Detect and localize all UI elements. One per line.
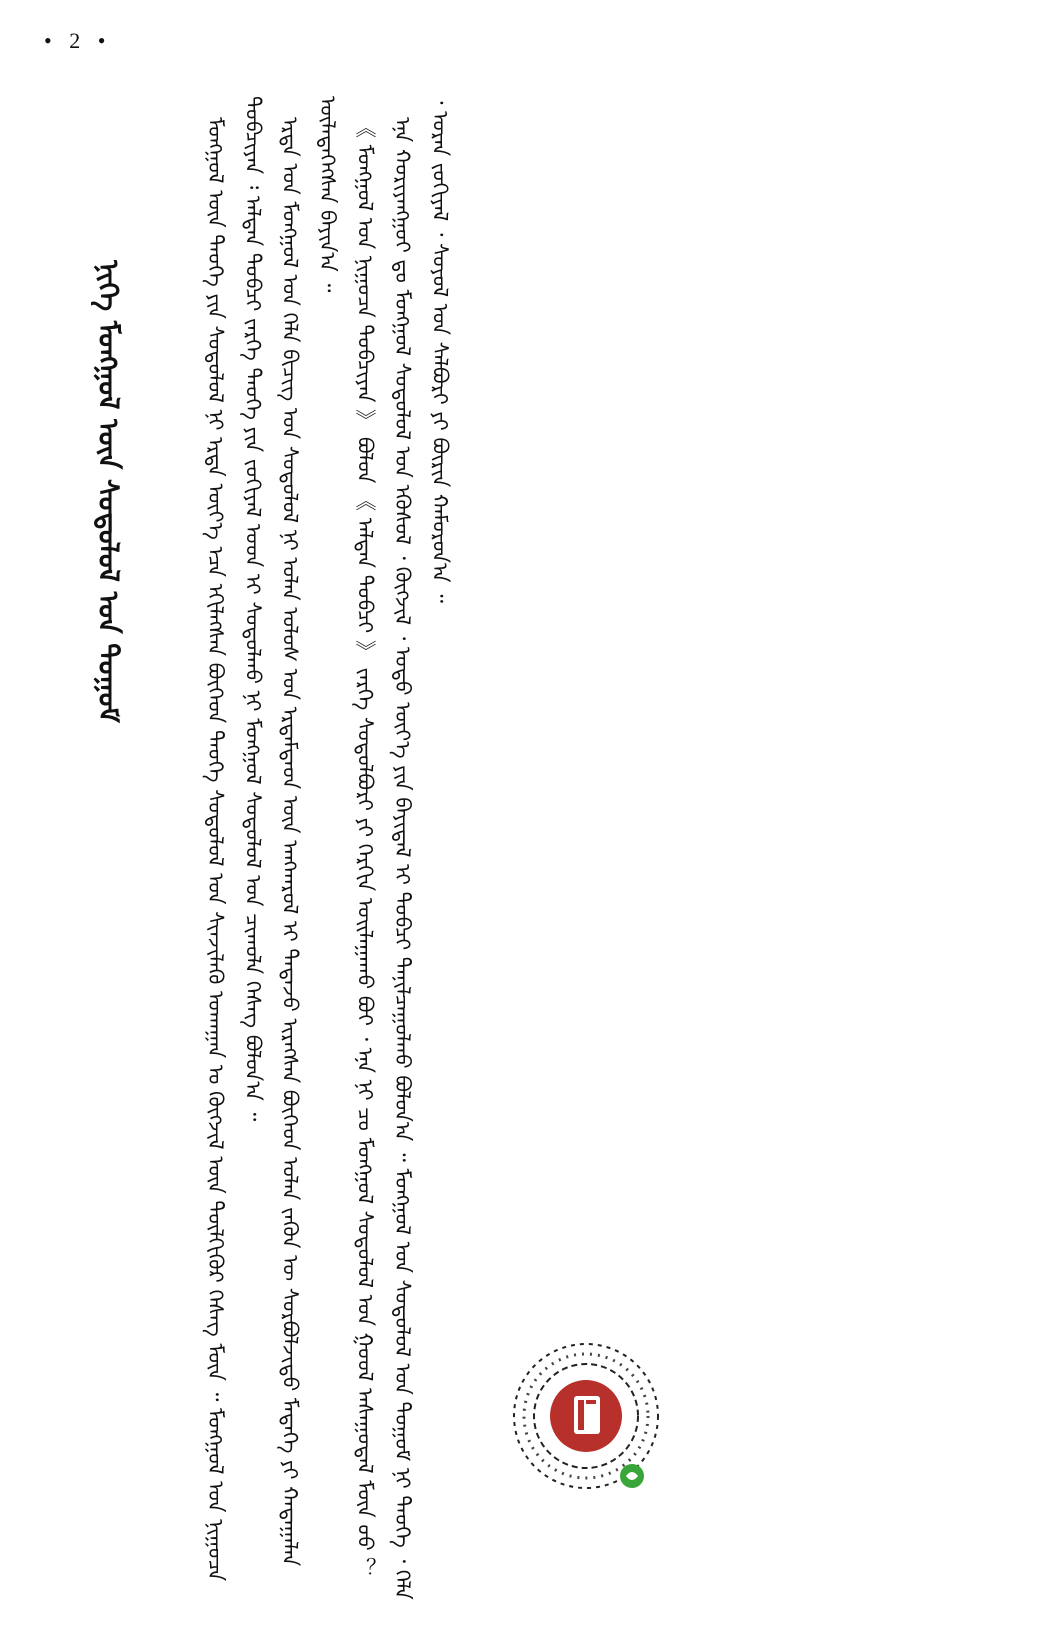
paragraph: ᠡᠨᠡ ᠬᠤᠷᠢᠶᠠᠩᠭᠤᠢ ᠳᠤ ᠮᠣᠩᠭᠣᠯ ᠰᠤᠳᠤᠯᠤᠯ ᠤᠨ ᠡᠭᠦᠰᠦᠯ ᠂ ᠬᠥᠭᠵᠢᠯ ᠂ ᠣᠳᠣ ᠦᠶ᠎ᠡ ᠶᠢᠨ ᠪᠠᠶᠢᠳᠠᠯ ᠢ ᠲᠣᠪᠴᠢ ᠲᠠᠨᠢᠯᠴᠠᠭᠤᠯᠬᠤ ᠪᠣᠯᠤᠨ᠎ᠠ ᠃ ᠮᠣᠩᠭᠣᠯ ᠤᠨ ᠰᠤᠳᠤᠯᠤᠯ ᠤᠨ ᠲᠣᠭᠣᠮ ᠨᠢ ᠲᠡᠦᠬᠡ ᠂ ᠬᠡᠯᠡ ᠂ ᠤᠷᠠᠨ ᠵᠣᠬᠢᠶᠠᠯ ᠂ ᠰᠤᠶᠤᠯ ᠤᠨ ᠰᠠᠯᠪᠤᠷᠢ ᠶᠢ ᠪᠦᠷᠢᠨ ᠬᠠᠮᠤᠷᠤᠨ᠎ᠠ ᠃ [390,96,452,1600]
paragraph: 《 ᠮᠣᠩᠭᠣᠯ ᠤᠨ ᠨᠢᠭᠤᠴᠠ ᠲᠣᠪᠴᠢᠶᠠᠨ 》 ᠪᠣᠯᠤᠨ 《 ᠠᠯᠲᠠᠨ ᠲᠣᠪᠴᠢ 》 ᠵᠡᠷᠭᠡ ᠰᠤᠳᠤᠯᠪᠤᠷᠢ ᠶᠢ ᠬᠡᠷᠬᠢᠨ ᠣᠢᠯᠠᠭᠠᠬᠤ ᠪᠤᠢ ᠂ ᠡᠨᠡ ᠨᠢ ᠴᠤ ᠮᠣᠩᠭᠣᠯ ᠰᠤᠳᠤᠯᠤᠯ ᠤᠨ ᠭᠣᠣᠯ ᠠᠰᠠᠭᠤᠳᠠᠯ ᠮᠥᠨ ᠦᠦ ？ [353,117,378,1579]
qr-code-icon[interactable] [506,1336,666,1496]
chapter-title: ᠨᠢᠭᠡ ᠮᠣᠩᠭᠣᠯ ᠦᠨ ᠰᠤᠳᠤᠯᠤᠯ ᠤᠨ ᠲᠣᠭᠣᠮ [92,260,125,723]
paragraph: ᠮᠣᠩᠭᠣᠯ ᠦᠨ ᠲᠡᠦᠬᠡ ᠶᠢᠨ ᠰᠤᠳᠤᠯᠤᠯ ᠨᠢ ᠡᠷᠲᠡ ᠦᠶ᠎ᠡ ᠡᠴᠡ ᠡᠬᠢᠯᠡᠭᠰᠡᠨ ᠪᠥᠭᠡᠳ ᠲᠡᠦᠬᠡ ᠰᠤᠳᠤᠯᠤᠯ ᠤᠨ ᠰᠢᠨᠵᠢᠯᠡᠬᠦ ᠤᠬᠠᠭᠠᠨ ᠤ ᠬᠥᠭᠵᠢᠯ ᠦᠨ ᠲᠦᠯᠬᠢᠭᠦᠷ ᠬᠡᠰᠡᠭ ᠮᠥᠨ ᠃ ᠮᠣᠩᠭᠣᠯ ᠤᠨ ᠨᠢᠭᠤᠴᠠ ᠲᠣᠪᠴᠢᠶᠠᠨ ᠄ ᠠᠯᠲᠠᠨ ᠲᠣᠪᠴᠢ ᠵᠡᠷᠭᠡ ᠲᠡᠦᠬᠡ ᠶᠢᠨ ᠵᠣᠬᠢᠶᠠᠯ ᠤᠳ ᠢ ᠰᠤᠳᠤᠯᠬᠤ ᠨᠢ ᠮᠣᠩᠭᠣᠯ ᠰᠤᠳᠤᠯᠤᠯ ᠤᠨ ᠴᠢᠬᠤᠯᠠ ᠬᠡᠰᠡᠭ ᠪᠣᠯᠤᠨ᠎ᠠ ᠃ [203,96,265,1582]
qr-code-graphic [506,1336,666,1496]
paragraph: ᠡᠷᠲᠡ ᠤᠨ ᠮᠣᠩᠭᠣᠯ ᠤᠨ ᠬᠡᠯᠡ ᠪᠢᠴᠢᠭ᠌ ᠤᠨ ᠰᠤᠳᠤᠯᠤᠯ ᠨᠢ ᠣᠯᠠᠨ ᠤᠯᠤᠰ ᠤᠨ ᠡᠷᠳᠡᠮᠲᠡᠳ ᠦᠨ ᠠᠩᠬᠠᠷᠤᠯ ᠢ ᠲᠠᠲᠠᠵᠤ ᠢᠷᠡᠭᠰᠡᠨ ᠪᠥᠭᠡᠳ ᠣᠯᠠᠨ ᠵᠡᠭᠦᠨ ᠦ ᠰᠤᠷᠪᠤᠯᠵᠢᠲᠤ ᠮᠡᠳᠡᠭᠡ ᠶᠢ ᠬᠠᠳᠠᠭᠠᠯᠠᠨ ᠦᠯᠡᠳᠡᠭᠡᠭᠰᠡᠨ ᠪᠠᠶᠢᠨ᠎ᠠ ᠃ [278,96,340,1567]
page-number: • 2 • [44,28,112,53]
